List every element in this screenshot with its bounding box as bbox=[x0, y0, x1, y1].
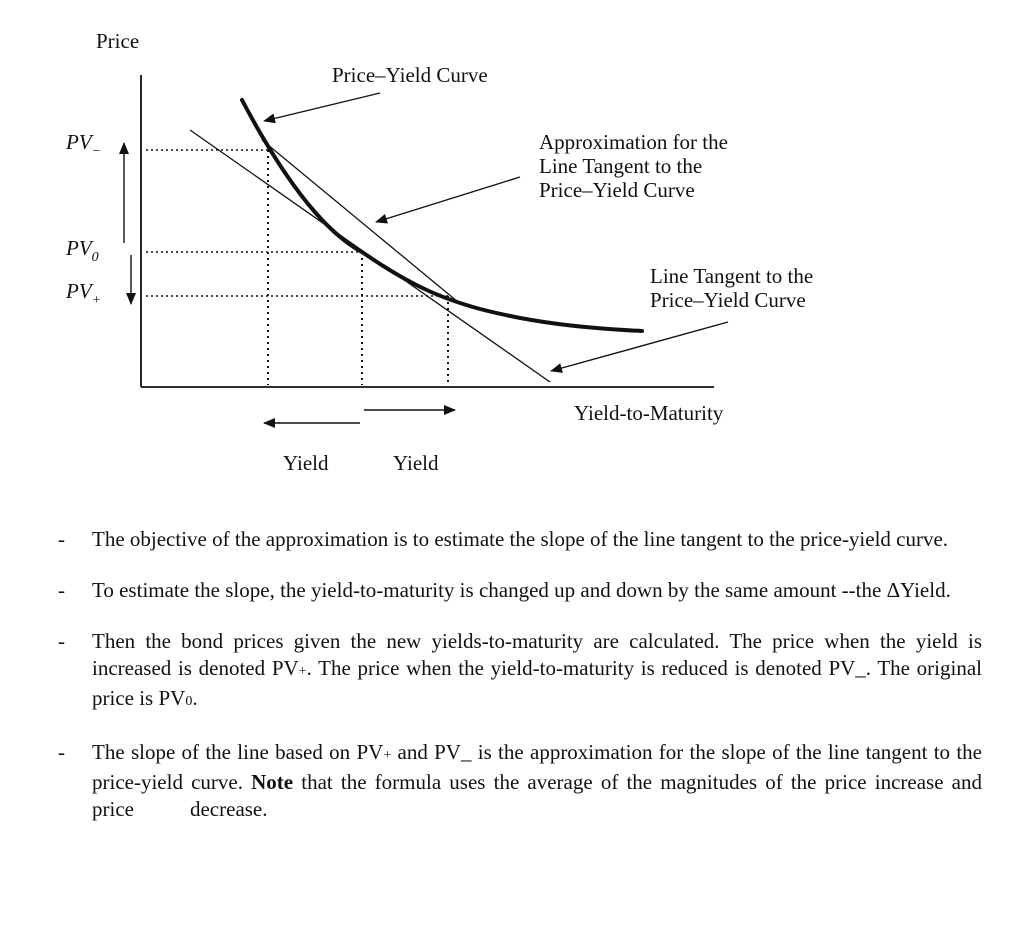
note-bold: Note bbox=[251, 770, 294, 794]
price-axis-label: Price bbox=[96, 29, 140, 53]
tangent-label: Line Tangent to the Price–Yield Curve bbox=[650, 264, 814, 312]
bullet-text: To estimate the slope, the yield-to-maturity is changed up and down by the same amount --the ΔYield. bbox=[92, 578, 951, 602]
approx-label: Approximation for the Line Tangent to the Price–Yield Curve bbox=[539, 130, 728, 202]
yield-left-label: Yield bbox=[283, 451, 329, 475]
curve-callout-arrow bbox=[264, 93, 380, 121]
bullet-item bbox=[0, 628, 1024, 715]
pv-plus-label: $PV_+$ bbox=[66, 279, 102, 308]
bullet-text: The objective of the approximation is to estimate the slope of the line tangent to the price-yield curve. bbox=[92, 527, 949, 551]
approximation-line bbox=[262, 140, 458, 302]
bullet-dash: - bbox=[58, 629, 65, 653]
curve-label: Price–Yield Curve bbox=[332, 63, 488, 87]
bullet-list bbox=[0, 522, 1024, 823]
yield-right-label: Yield bbox=[393, 451, 439, 475]
bullet-dash: - bbox=[58, 578, 65, 602]
pv-zero-label: $PV_0$ bbox=[66, 236, 99, 265]
approx-callout-arrow bbox=[376, 177, 520, 222]
bullet-dash: - bbox=[58, 527, 65, 551]
bullet-item bbox=[0, 526, 1024, 553]
yield-axis-label: Yield-to-Maturity bbox=[574, 401, 724, 425]
bullet-text: Then the bond prices given the new yields-to-maturity are calculated. The price when the yield is increased is denoted PV+. The price when the yield-to-maturity is reduced is denoted PV_. The original price is PV0. bbox=[92, 629, 982, 710]
bullet-item bbox=[0, 577, 1024, 604]
bullet-text: The slope of the line based on PV+ and PV_ is the approximation for the slope of the line tangent to the price-yield curve. Note that the formula uses the average of the magnitudes of the price increase and price decrease. bbox=[92, 740, 982, 821]
pv-minus-label: $PV_-$ bbox=[66, 130, 102, 159]
bullet-item bbox=[0, 739, 1024, 823]
bullet-dash: - bbox=[58, 740, 65, 764]
